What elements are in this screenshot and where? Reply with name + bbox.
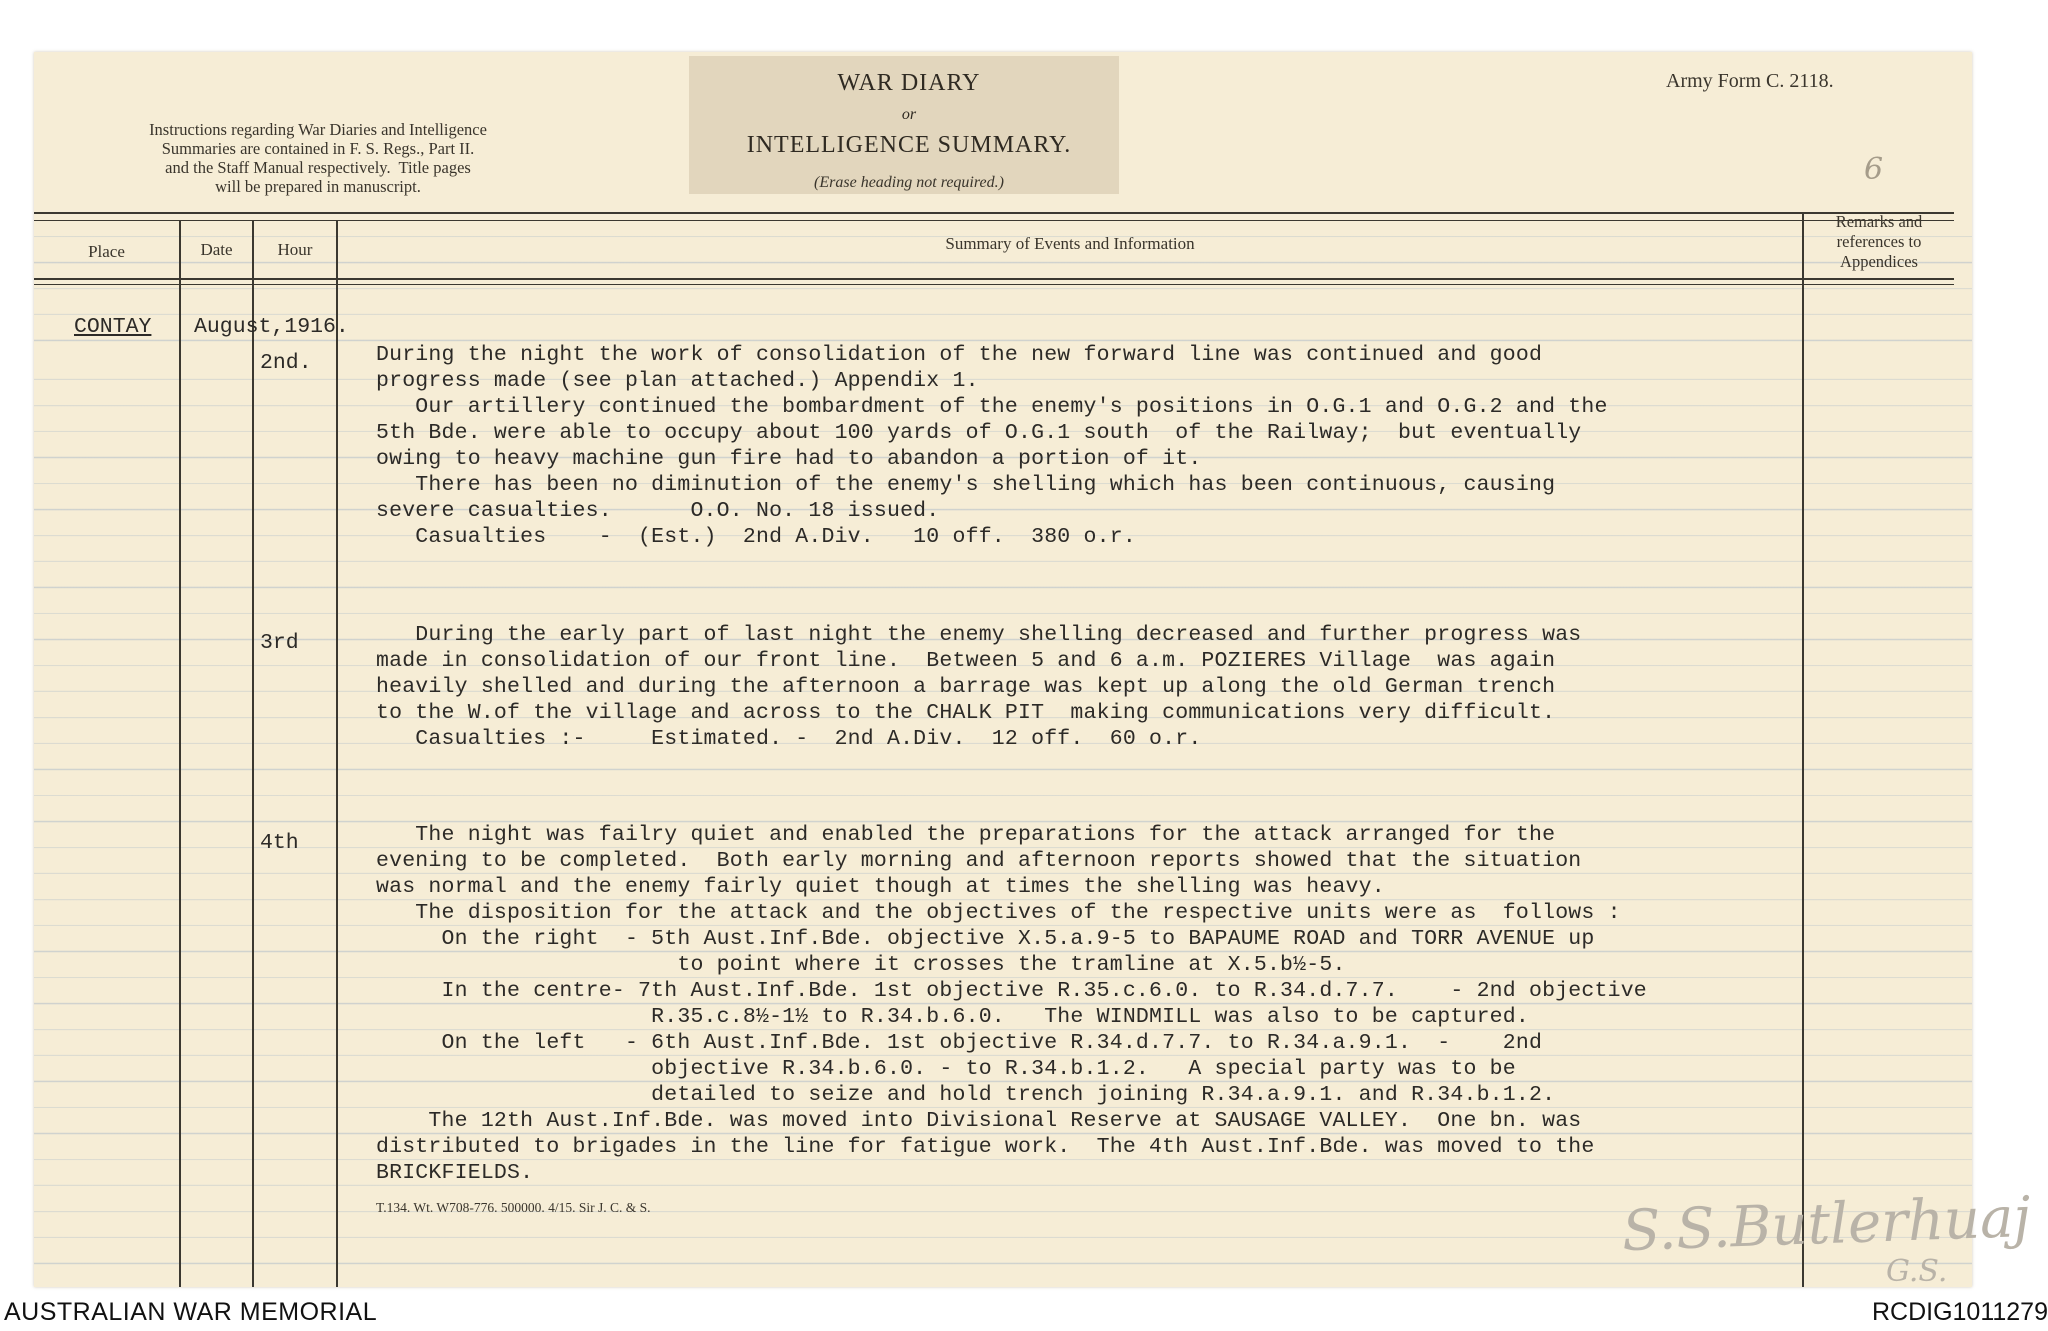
entry-text-line: was normal and the enemy fairly quiet though at times the shelling was heavy.	[376, 875, 1385, 899]
entry-text-line: On the right - 5th Aust.Inf.Bde. objective X.5.a.9-5 to BAPAUME ROAD and TORR AVENUE up	[376, 927, 1595, 951]
entry-text-line: progress made (see plan attached.) Appendix 1.	[376, 369, 979, 393]
entry-text-line: owing to heavy machine gun fire had to abandon a portion of it.	[376, 447, 1202, 471]
entry-text-line: 5th Bde. were able to occupy about 100 yards of O.G.1 south of the Railway; but eventually	[376, 421, 1582, 445]
entry-text-line: On the left - 6th Aust.Inf.Bde. 1st objective R.34.d.7.7. to R.34.a.9.1. - 2nd	[376, 1031, 1543, 1055]
column-head-remarks: Remarks and references to Appendices	[1835, 212, 1923, 271]
entry-text-line: In the centre- 7th Aust.Inf.Bde. 1st objective R.35.c.6.0. to R.34.d.7.7. - 2nd objective	[376, 979, 1647, 1003]
entry-text-line: severe casualties. O.O. No. 18 issued.	[376, 499, 940, 523]
column-head-date: Date	[200, 240, 233, 259]
entry-text-line: The night was failry quiet and enabled the preparations for the attack arranged for the	[376, 823, 1556, 847]
rule-top-2	[34, 220, 1954, 221]
entry-text-line: objective R.34.b.6.0. - to R.34.b.1.2. A special party was to be	[376, 1057, 1516, 1081]
entry-text-line: heavily shelled and during the afternoon a barrage was kept up along the old German trench	[376, 675, 1556, 699]
rule-header-bottom	[34, 278, 1954, 280]
month-entry: August,1916.	[194, 315, 349, 339]
rule-top-1	[34, 212, 1954, 214]
rule-header-bottom-2	[34, 284, 1954, 285]
entry-text-line: There has been no diminution of the enemy's shelling which has been continuous, causing	[376, 473, 1556, 497]
page-number: 6	[1864, 152, 1884, 187]
column-head-hour: Hour	[277, 240, 313, 259]
place-entry: CONTAY	[74, 315, 152, 339]
army-form-number: Army Form C. 2118.	[1666, 70, 1834, 92]
column-head-summary: Summary of Events and Information	[945, 234, 1195, 253]
signature: S.S.Butlerhuaj	[1620, 1184, 2032, 1265]
entry-text-line: R.35.c.8½-1½ to R.34.b.6.0. The WINDMILL was also to be captured.	[376, 1005, 1529, 1029]
entry-text-line: to the W.of the village and across to the CHALK PIT making communications very difficult.	[376, 701, 1556, 725]
title-intelligence-summary: INTELLIGENCE SUMMARY.	[746, 132, 1072, 158]
footer-collection-name: AUSTRALIAN WAR MEMORIAL	[4, 1298, 378, 1326]
entry-date: 2nd.	[260, 351, 312, 375]
instructions-text: Instructions regarding War Diaries and Intelligence Summaries are contained in F. S. Regs., Part II. and the Staff Manual respectively. Title pages will be prepared in manuscript.	[149, 120, 487, 196]
col-divider-remarks	[1802, 212, 1804, 1287]
entry-text-line: detailed to seize and hold trench joining R.34.a.9.1. and R.34.b.1.2.	[376, 1083, 1556, 1107]
erase-heading-note: (Erase heading not required.)	[814, 174, 1004, 191]
col-divider-place	[179, 220, 181, 1287]
footer-record-id: RCDIG1011279	[1871, 1298, 2048, 1326]
title-or: or	[901, 106, 917, 123]
col-divider-hour	[336, 220, 338, 1287]
entry-text-line: to point where it crosses the tramline at X.5.b½-5.	[376, 953, 1346, 977]
signature-title: G.S.	[1886, 1254, 1948, 1289]
entry-text-line: The 12th Aust.Inf.Bde. was moved into Divisional Reserve at SAUSAGE VALLEY. One bn. was	[376, 1109, 1582, 1133]
war-diary-sheet	[34, 52, 2032, 1289]
entry-text-line: Casualties - (Est.) 2nd A.Div. 10 off. 380 o.r.	[376, 525, 1136, 549]
entry-text-line: evening to be completed. Both early morning and afternoon reports showed that the situation	[376, 849, 1582, 873]
printer-code: T.134. Wt. W708-776. 500000. 4/15. Sir J. C. & S.	[376, 1200, 651, 1215]
entry-text-line: distributed to brigades in the line for fatigue work. The 4th Aust.Inf.Bde. was moved to the	[376, 1135, 1595, 1159]
entry-text-line: Casualties :- Estimated. - 2nd A.Div. 12 off. 60 o.r.	[376, 727, 1202, 751]
entry-date: 3rd	[260, 631, 299, 655]
column-head-place: Place	[88, 242, 125, 261]
col-divider-date	[252, 220, 254, 1287]
entry-text-line: During the night the work of consolidation of the new forward line was continued and good	[376, 343, 1543, 367]
entry-text-line: During the early part of last night the enemy shelling decreased and further progress was	[376, 623, 1582, 647]
entry-text-line: Our artillery continued the bombardment of the enemy's positions in O.G.1 and O.G.2 and the	[376, 395, 1608, 419]
title-war-diary: WAR DIARY	[837, 70, 981, 96]
entry-text-line: made in consolidation of our front line. Between 5 and 6 a.m. POZIERES Village was again	[376, 649, 1556, 673]
entry-date: 4th	[260, 831, 299, 855]
entry-text-line: BRICKFIELDS.	[376, 1161, 534, 1185]
entry-text-line: The disposition for the attack and the objectives of the respective units were as follows :	[376, 901, 1621, 925]
